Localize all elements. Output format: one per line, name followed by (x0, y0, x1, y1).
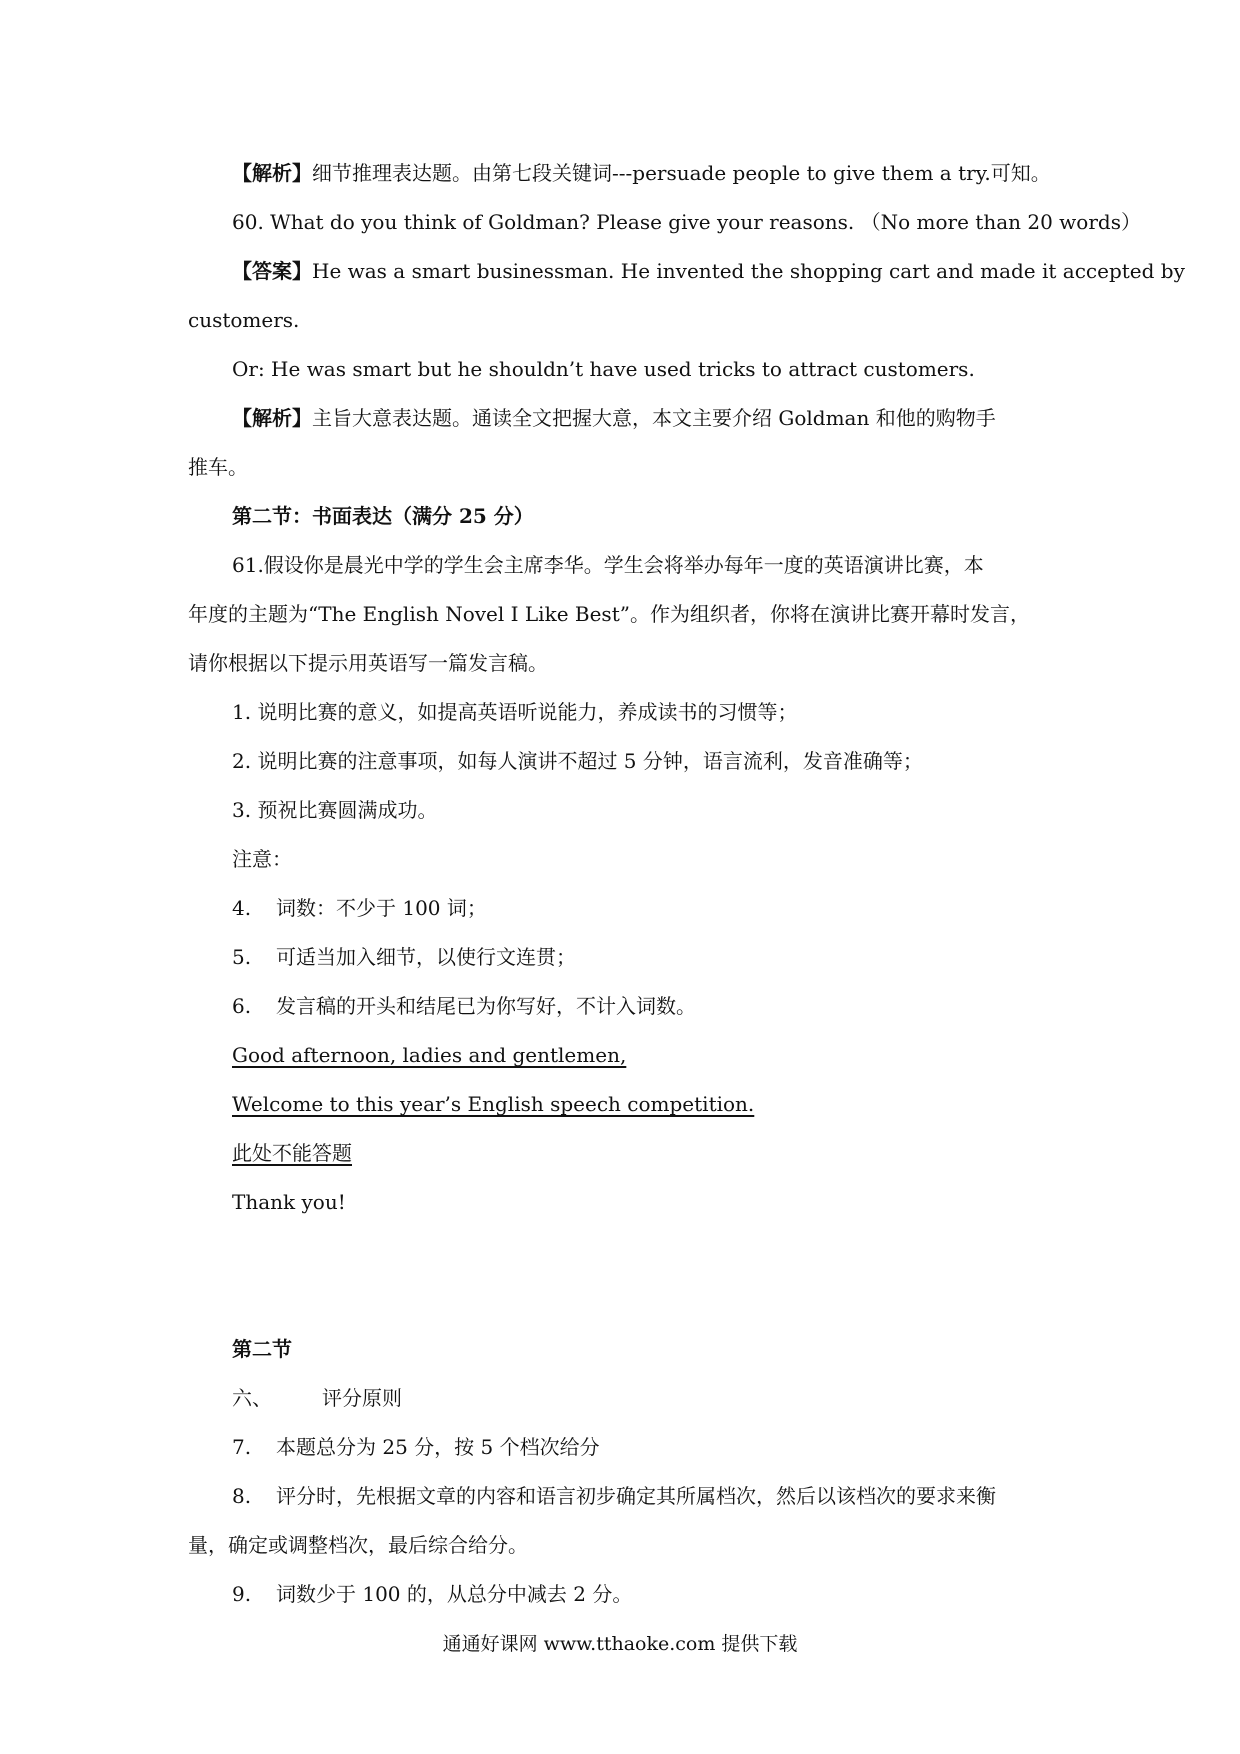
tip-item-3: 3. 预祝比赛圆满成功。 (232, 798, 438, 822)
tip-item-1: 1. 说明比赛的意义，如提高英语听说能力，养成读书的习惯等； (232, 700, 798, 724)
note-number: 6. (232, 994, 252, 1018)
speech-welcome (232, 1089, 1060, 1119)
rule-item-8 (232, 1481, 1060, 1511)
note-item-5 (232, 942, 1060, 972)
question-60: 60. What do you think of Goldman? Please give your reasons. （No more than 20 words） (232, 210, 1141, 234)
rule-number: 7. (232, 1435, 252, 1459)
page-footer: 通通好课网 www.tthaoke.com 提供下载 (442, 1633, 798, 1655)
note-label: 注意： (232, 847, 292, 871)
analysis-text: 细节推理表达题。由第七段关键词---persuade people to give them a try.可知。 (312, 161, 1051, 185)
question-61-line-1: 61.假设你是晨光中学的学生会主席李华。学生会将举办每年一度的英语演讲比赛，本 (232, 553, 984, 577)
section-heading: 第二节：书面表达（满分 25 分） (232, 504, 534, 528)
note-text: 发言稿的开头和结尾已为你写好，不计入词数。 (276, 994, 696, 1018)
rule-text: 本题总分为 25 分，按 5 个档次给分 (276, 1435, 600, 1459)
answer-line (232, 256, 1185, 286)
alternative-answer: Or: He was smart but he shouldn’t have used tricks to attract customers. (232, 357, 975, 381)
scoring-principles (232, 1383, 1060, 1413)
speech-closing: Thank you! (232, 1190, 346, 1214)
section-number: 六、 (232, 1386, 272, 1410)
no-answer-area (232, 1138, 1060, 1168)
analysis-tag: 【解析】 (232, 406, 312, 430)
note-text: 可适当加入细节，以使行文连贯； (276, 945, 576, 969)
section-2-heading: 第二节 (232, 1337, 292, 1361)
note-number: 5. (232, 945, 252, 969)
greeting-text: Good afternoon, ladies and gentlemen, (232, 1043, 627, 1067)
answer-tag: 【答案】 (232, 259, 312, 283)
rule-8-continuation: 量，确定或调整档次，最后综合给分。 (188, 1533, 528, 1557)
tip-item-2: 2. 说明比赛的注意事项，如每人演讲不超过 5 分钟，语言流利，发音准确等； (232, 749, 923, 773)
answer-continuation: customers. (188, 308, 300, 332)
analysis-line-2 (232, 403, 1060, 433)
analysis-tag: 【解析】 (232, 161, 312, 185)
note-number: 4. (232, 896, 252, 920)
answer-text: He was a smart businessman. He invented the shopping cart and made it accepted by (312, 259, 1185, 283)
rule-text: 词数少于 100 的，从总分中减去 2 分。 (276, 1582, 633, 1606)
question-61-line-2: 年度的主题为“The English Novel I Like Best”。作为组织者，你将在演讲比赛开幕时发言， (188, 602, 1030, 626)
rule-number: 8. (232, 1484, 252, 1508)
rule-text: 评分时，先根据文章的内容和语言初步确定其所属档次，然后以该档次的要求来衡 (276, 1484, 996, 1508)
rule-item-9 (232, 1579, 1060, 1609)
analysis-text: 主旨大意表达题。通读全文把握大意，本文主要介绍 Goldman 和他的购物手 (312, 406, 996, 430)
rule-item-7 (232, 1432, 1060, 1462)
note-text: 词数：不少于 100 词； (276, 896, 487, 920)
question-61-line-3: 请你根据以下提示用英语写一篇发言稿。 (188, 651, 548, 675)
section-title: 评分原则 (322, 1386, 402, 1410)
no-answer-text: 此处不能答题 (232, 1141, 352, 1165)
welcome-text: Welcome to this year’s English speech competition. (232, 1092, 755, 1116)
analysis-continuation: 推车。 (188, 455, 248, 479)
rule-number: 9. (232, 1582, 252, 1606)
analysis-line-1 (232, 158, 1060, 188)
note-item-6 (232, 991, 1060, 1021)
speech-greeting (232, 1040, 1060, 1070)
note-item-4 (232, 893, 1060, 923)
